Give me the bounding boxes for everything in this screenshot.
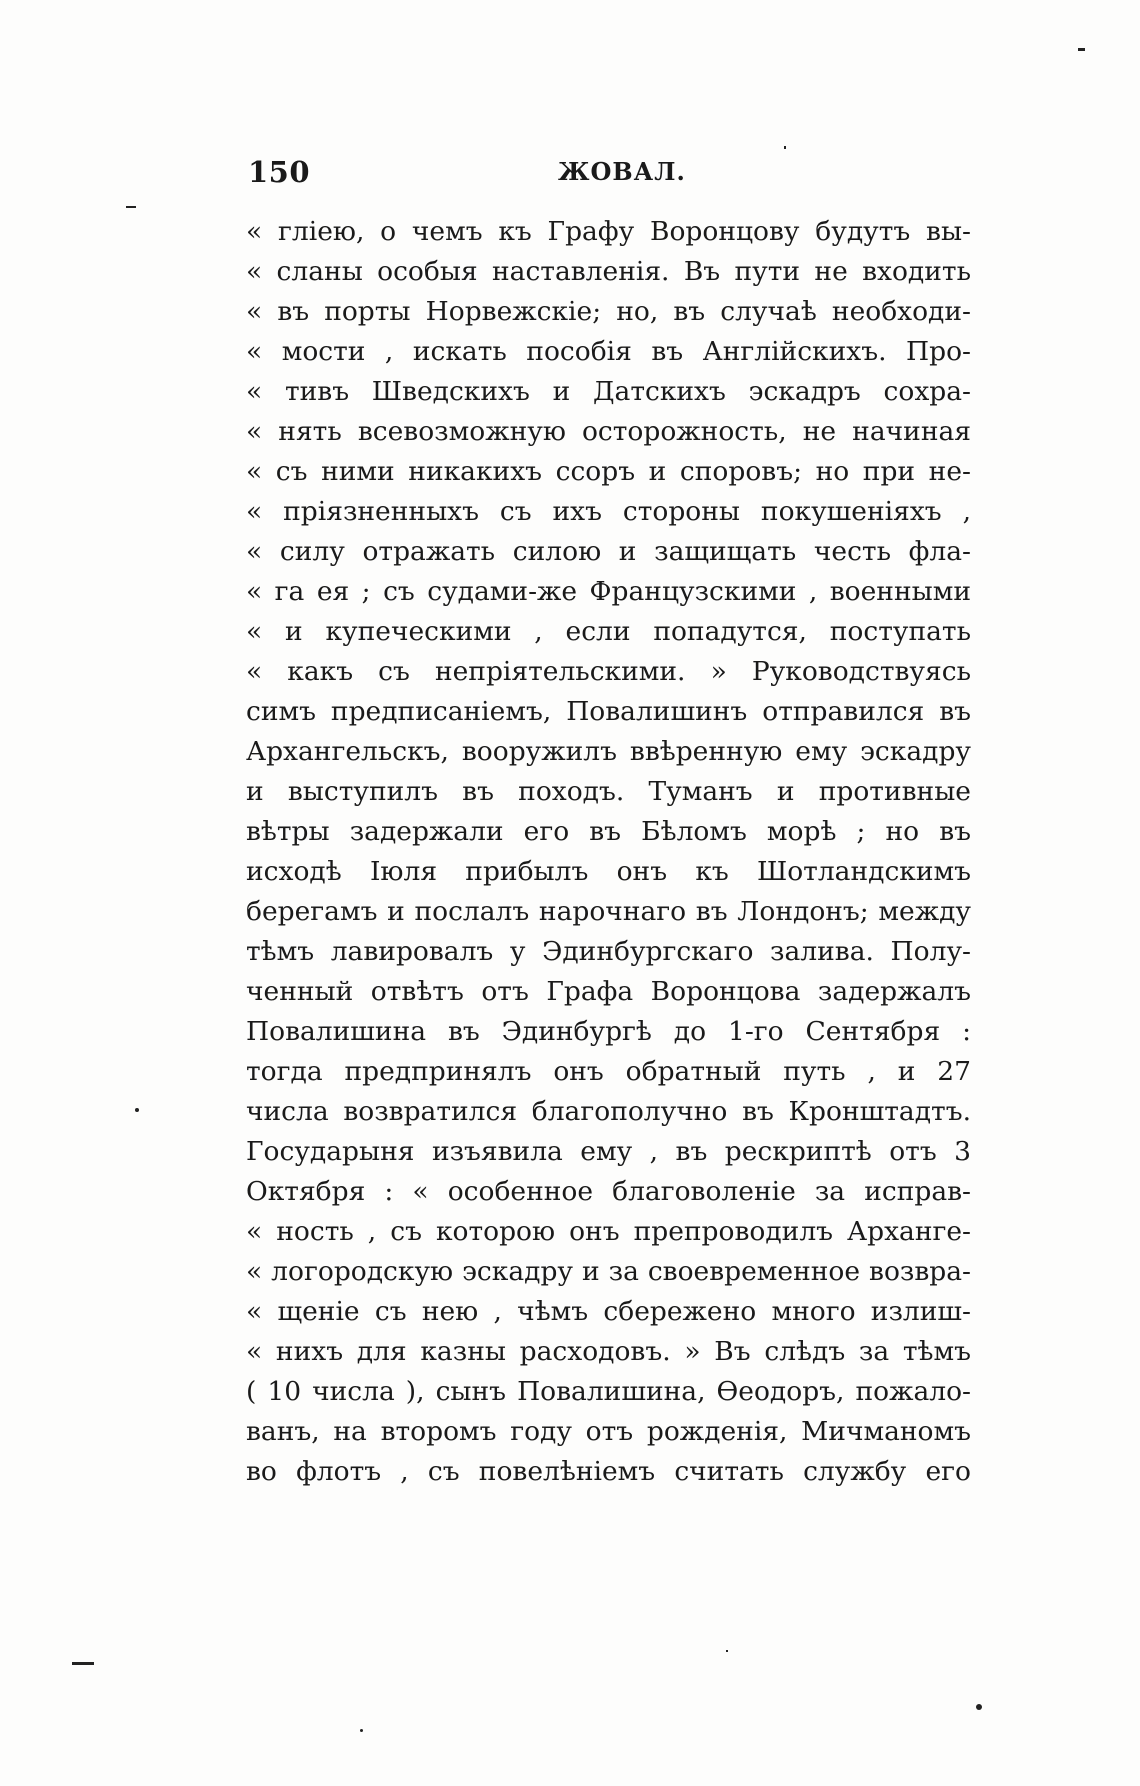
text-line: « мости , искать пособія въ Англійскихъ. Про- (246, 336, 971, 367)
scan-speck (126, 206, 136, 208)
scan-speck (1078, 48, 1085, 51)
scan-speck (360, 1729, 363, 1732)
text-line: и выступилъ въ походъ. Туманъ и противные (246, 776, 971, 807)
text-line: берегамъ и послалъ нарочнаго въ Лондонъ; между (246, 896, 971, 927)
text-line: « пріязненныхъ съ ихъ стороны покушеніяхъ , (246, 496, 971, 527)
scan-speck (976, 1704, 982, 1710)
text-line: Архангельскъ, вооружилъ ввѣренную ему эскадру (246, 736, 971, 767)
text-line: ( 10 числа ), сынъ Повалишина, Ѳеодоръ, пожало- (246, 1376, 971, 1407)
text-line: « гліею, о чемъ къ Графу Воронцову будутъ вы- (246, 216, 971, 247)
text-line: числа возвратился благополучно въ Кронштадтъ. (246, 1096, 971, 1127)
text-line: « какъ съ непріятельскими. » Руководствуясь (246, 656, 971, 687)
text-line: тѣмъ лавировалъ у Эдинбургскаго залива. Полу- (246, 936, 971, 967)
text-line: « въ порты Норвежскіе; но, въ случаѣ необходи- (246, 296, 971, 327)
running-head: ЖОВАЛ. (558, 157, 686, 186)
text-line: « и купеческими , если попадутся, поступать (246, 616, 971, 647)
text-line: « силу отражать силою и защищать честь фла- (246, 536, 971, 567)
text-line: « сланы особыя наставленія. Въ пути не входить (246, 256, 971, 287)
scan-speck (726, 1650, 728, 1652)
body-text (246, 212, 971, 1492)
text-line: « нихъ для казны расходовъ. » Въ слѣдъ за тѣмъ (246, 1336, 971, 1367)
text-line: Повалишина въ Эдинбургѣ до 1-го Сентября : (246, 1016, 971, 1047)
page-number: 150 (248, 155, 311, 189)
text-line: ванъ, на второмъ году отъ рожденія, Мичманомъ (246, 1416, 971, 1447)
text-line: симъ предписаніемъ, Повалишинъ отправился въ (246, 696, 971, 727)
scan-speck (784, 146, 786, 149)
text-line: во флотъ , съ повелѣніемъ считать службу его (246, 1456, 971, 1487)
scan-speck (135, 1108, 139, 1112)
page-header (248, 155, 968, 199)
text-line: ченный отвѣтъ отъ Графа Воронцова задержалъ (246, 976, 971, 1007)
text-line: исходѣ Іюля прибылъ онъ къ Шотландскимъ (246, 856, 971, 887)
text-line: Октября : « особенное благоволеніе за исправ- (246, 1176, 971, 1207)
text-line: « нять всевозможную осторожность, не начиная (246, 416, 971, 447)
text-line: « ность , съ которою онъ препроводилъ Архангe- (246, 1216, 971, 1247)
text-line: « тивъ Шведскихъ и Датскихъ эскадръ сохра- (246, 376, 971, 407)
text-line: тогда предпринялъ онъ обратный путь , и 27 (246, 1056, 971, 1087)
text-line: Государыня изъявила ему , въ рескриптѣ отъ 3 (246, 1136, 971, 1167)
text-line: вѣтры задержали его въ Бѣломъ морѣ ; но въ (246, 816, 971, 847)
scan-speck (72, 1662, 94, 1665)
text-line: « съ ними никакихъ ссоръ и споровъ; но при не- (246, 456, 971, 487)
text-line: « щеніе съ нею , чѣмъ сбережено много излиш- (246, 1296, 971, 1327)
text-line: « га ея ; съ судами-же Французскими , военными (246, 576, 971, 607)
text-line: « логородскую эскадру и за своевременное возвра- (246, 1256, 971, 1287)
